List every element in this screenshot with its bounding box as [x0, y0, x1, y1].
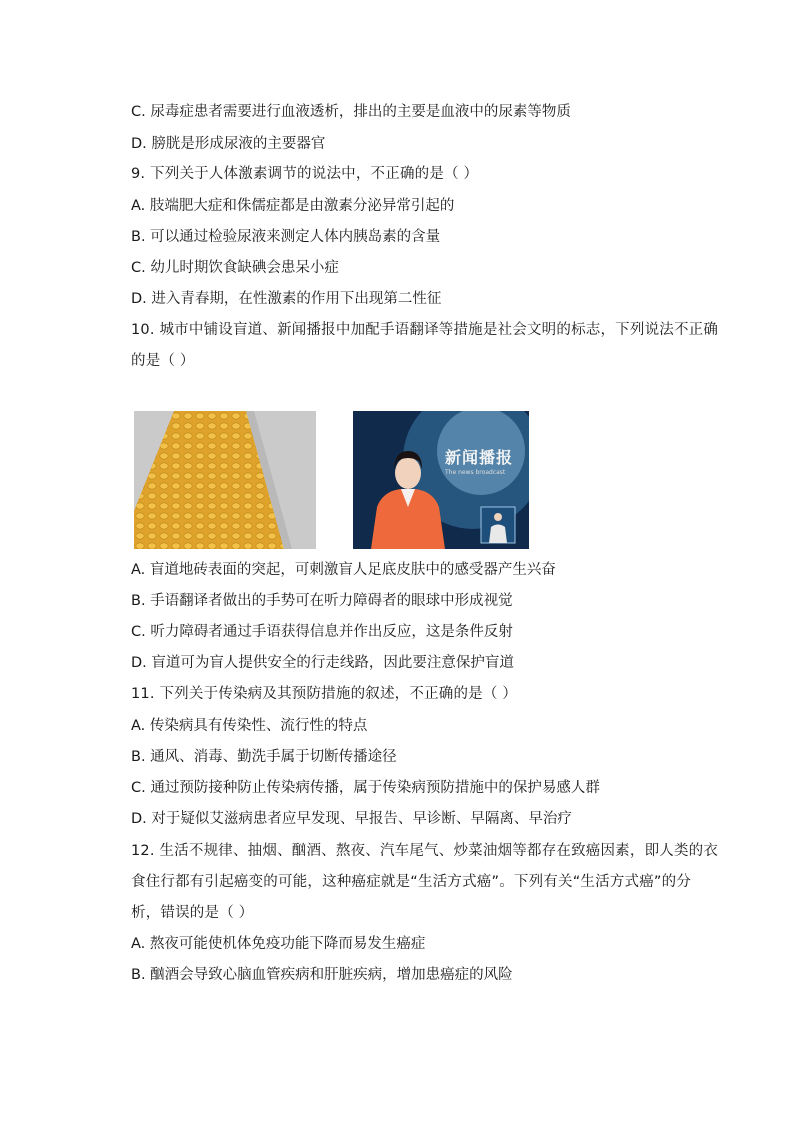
option-a-q12: A. 熬夜可能使机体免疫功能下降而易发生癌症 [131, 936, 426, 952]
option-d-q8: D. 膀胱是形成尿液的主要器官 [131, 136, 326, 152]
news-banner [445, 445, 525, 476]
question-10-cont: 的是（ ） [131, 353, 195, 369]
option-a-q10: A. 盲道地砖表面的突起，可刺激盲人足底皮肤中的感受器产生兴奋 [131, 562, 556, 578]
option-d-q10: D. 盲道可为盲人提供安全的行走线路，因此要注意保护盲道 [131, 655, 514, 671]
option-b-q10: B. 手语翻译者做出的手势可在听力障碍者的眼球中形成视觉 [131, 593, 513, 609]
news-broadcast-image [353, 411, 529, 549]
option-c-q8: C. 尿毒症患者需要进行血液透析，排出的主要是血液中的尿素等物质 [131, 104, 571, 120]
question-12: 12. 生活不规律、抽烟、酗酒、熬夜、汽车尾气、炒菜油烟等都存在致癌因素，即人类的衣 [131, 843, 719, 859]
option-b-q9: B. 可以通过检验尿液来测定人体内胰岛素的含量 [131, 229, 441, 245]
option-d-q11: D. 对于疑似艾滋病患者应早发现、早报告、早诊断、早隔离、早治疗 [131, 811, 572, 827]
option-b-q12: B. 酗酒会导致心脑血管疾病和肝脏疾病，增加患癌症的风险 [131, 967, 513, 983]
option-d-q9: D. 进入青春期，在性激素的作用下出现第二性征 [131, 291, 442, 307]
news-banner-title: 新闻播报 [445, 448, 514, 467]
option-b-q11: B. 通风、消毒、勤洗手属于切断传播途径 [131, 749, 397, 765]
news-broadcast-photo [353, 411, 529, 549]
question-12-cont-2: 析，错误的是（ ） [131, 905, 254, 921]
option-a-q11: A. 传染病具有传染性、流行性的特点 [131, 718, 368, 734]
news-banner-subtitle: The news broadcast [445, 469, 506, 476]
option-c-q11: C. 通过预防接种防止传染病传播，属于传染病预防措施中的保护易感人群 [131, 780, 600, 796]
question-11: 11. 下列关于传染病及其预防措施的叙述，不正确的是（ ） [131, 686, 518, 702]
question-9: 9. 下列关于人体激素调节的说法中，不正确的是（ ） [131, 166, 479, 182]
question-12-cont-1: 食住行都有引起癌变的可能，这种癌症就是“生活方式癌”。下列有关“生活方式癌”的分 [131, 874, 692, 890]
option-a-q9: A. 肢端肥大症和侏儒症都是由激素分泌异常引起的 [131, 198, 455, 214]
tactile-paving-image [134, 411, 316, 549]
option-c-q10: C. 听力障碍者通过手语获得信息并作出反应，这是条件反射 [131, 624, 513, 640]
option-c-q9: C. 幼儿时期饮食缺碘会患呆小症 [131, 260, 339, 276]
tactile-paving-photo [134, 411, 316, 549]
question-10: 10. 城市中铺设盲道、新闻播报中加配手语翻译等措施是社会文明的标志，下列说法不正确 [131, 322, 719, 338]
